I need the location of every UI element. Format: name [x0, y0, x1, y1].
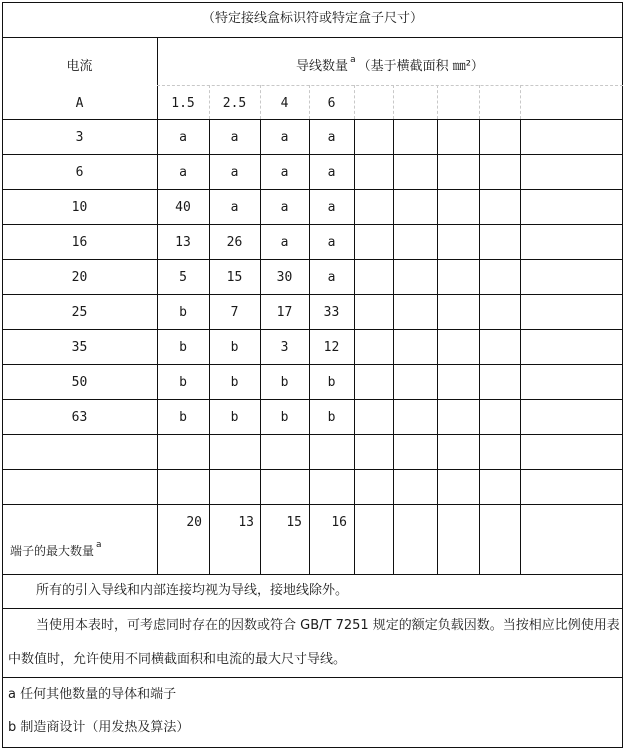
- footnote-ref: a: [350, 55, 356, 65]
- row-current: 50: [71, 375, 88, 390]
- table-cell: b: [327, 375, 336, 390]
- table-cell: a: [280, 200, 289, 215]
- table-cell: 13: [175, 235, 191, 250]
- note-1: 所有的引入导线和内部连接均视为导线，接地线除外。: [36, 583, 349, 598]
- table-cell: b: [179, 340, 187, 355]
- divider: [2, 37, 623, 38]
- table-cell: b: [230, 375, 239, 390]
- terminals-value: 15: [286, 515, 302, 530]
- divider: [437, 85, 438, 119]
- table-cell: b: [280, 375, 289, 390]
- divider: [2, 189, 623, 190]
- table-title: （特定接线盒标识符或特定盒子尺寸）: [201, 11, 423, 26]
- divider: [437, 119, 438, 574]
- table-cell: a: [230, 130, 239, 145]
- table-cell: a: [230, 165, 239, 180]
- table-cell: 15: [226, 270, 243, 285]
- footnote-b: b 制造商设计（用发热及算法）: [8, 720, 190, 735]
- divider: [2, 364, 623, 365]
- table-cell: a: [280, 130, 289, 145]
- divider: [2, 224, 623, 225]
- table-cell: a: [327, 235, 336, 250]
- table-cell: a: [327, 270, 336, 285]
- table-cell: 5: [179, 270, 187, 285]
- table-cell: a: [230, 200, 239, 215]
- row-current: 3: [75, 130, 84, 145]
- terminals-label: 端子的最大数量: [10, 544, 95, 558]
- table-cell: a: [327, 130, 336, 145]
- divider: [393, 85, 394, 119]
- divider: [2, 469, 623, 470]
- table-cell: b: [280, 410, 289, 425]
- table-cell: 3: [280, 340, 289, 355]
- terminals-label-wrap: [10, 540, 104, 558]
- table-cell: 12: [323, 340, 340, 355]
- footnote-a: a 任何其他数量的导体和端子: [8, 687, 177, 702]
- table-cell: 26: [226, 235, 243, 250]
- table-cell: a: [327, 165, 336, 180]
- divider: [520, 119, 521, 574]
- divider: [157, 85, 623, 86]
- cross-section-1: 1.5: [171, 96, 195, 111]
- terminals-value: 16: [331, 515, 347, 530]
- cross-section-3: 4: [280, 96, 289, 111]
- divider: [2, 119, 623, 120]
- terminals-value: 20: [186, 515, 202, 530]
- divider: [479, 85, 480, 119]
- table-cell: 33: [323, 305, 340, 320]
- divider: [2, 399, 623, 400]
- divider: [520, 85, 521, 119]
- table-cell: b: [230, 340, 239, 355]
- row-current: 6: [75, 165, 84, 180]
- cross-section-2: 2.5: [222, 96, 247, 111]
- divider: [2, 294, 623, 295]
- table-cell: a: [327, 200, 336, 215]
- table-cell: a: [179, 165, 187, 180]
- table-cell: 40: [175, 200, 191, 215]
- conductors-label: 导线数量: [296, 59, 349, 74]
- table-cell: b: [179, 375, 187, 390]
- table-cell: b: [179, 410, 187, 425]
- current-unit: A: [75, 96, 84, 111]
- divider: [354, 85, 355, 119]
- terminals-value: 13: [238, 515, 254, 530]
- divider: [2, 259, 623, 260]
- divider: [2, 154, 623, 155]
- divider: [354, 119, 355, 574]
- divider: [479, 119, 480, 574]
- row-current: 35: [71, 340, 88, 355]
- row-current: 16: [71, 235, 88, 250]
- row-current: 25: [71, 305, 88, 320]
- row-current: 10: [71, 200, 88, 215]
- table-cell: a: [179, 130, 187, 145]
- table-cell: b: [179, 305, 187, 320]
- row-current: 63: [71, 410, 88, 425]
- conductors-suffix: （基于横截面积 ㎜²）: [357, 59, 484, 74]
- current-header: 电流: [66, 59, 93, 74]
- table-cell: 7: [230, 305, 239, 320]
- cross-section-4: 6: [327, 96, 336, 111]
- table-cell: 30: [276, 270, 293, 285]
- row-current: 20: [71, 270, 88, 285]
- table-cell: b: [327, 410, 336, 425]
- divider: [393, 119, 394, 574]
- conductors-header: [157, 55, 623, 74]
- note-2: 当使用本表时，可考虑同时存在的因数或符合 GB/T 7251 规定的额定负载因数。当按相应比例使用表中数值时，允许使用不同横截面积和电流的最大尺寸导线。: [8, 618, 620, 667]
- divider: [2, 434, 623, 435]
- table-cell: 17: [276, 305, 293, 320]
- table-cell: a: [280, 235, 289, 250]
- table-cell: a: [280, 165, 289, 180]
- footnote-ref: a: [96, 540, 102, 550]
- table-cell: b: [230, 410, 239, 425]
- divider: [2, 504, 623, 505]
- divider: [2, 329, 623, 330]
